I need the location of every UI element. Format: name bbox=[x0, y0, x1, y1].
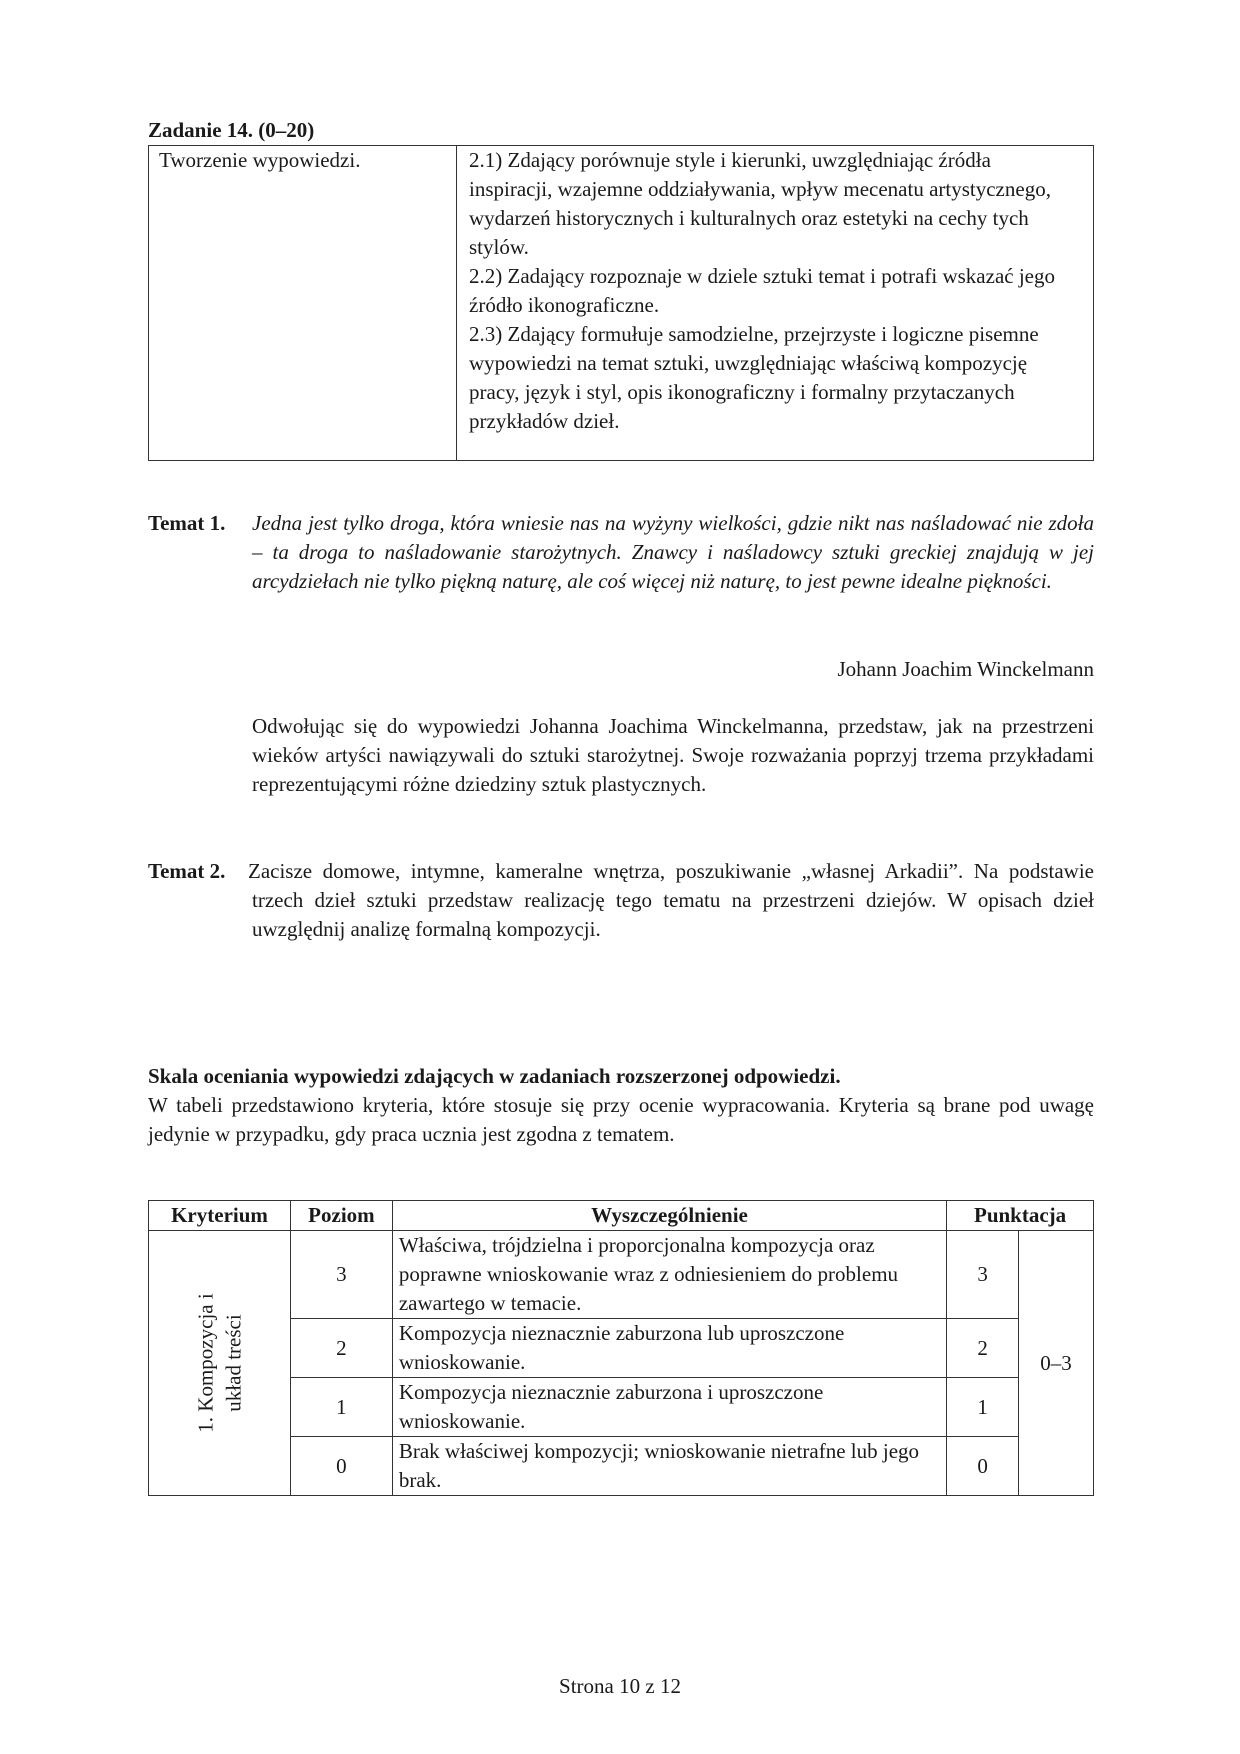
topic2-text: Zacisze domowe, intymne, kameralne wnętrza, poszukiwanie „własnej Arkadii”. Na podstawie trzech dzieł sztuki przedstaw realizację tego tematu na przestrzeni dziejów. W opisach dzieł uwzględnij analizę formalną kompozycji. bbox=[248, 859, 1094, 941]
topic1-instruction: Odwołując się do wypowiedzi Johanna Joachima Winckelmanna, przedstaw, jak na przestrzeni wieków artyści nawiązywali do sztuki starożytnej. Swoje rozważania poprzyj trzema przykładami reprezentującymi różne dziedziny sztuk plastycznych. bbox=[252, 714, 1094, 796]
criteria-table bbox=[148, 1200, 1094, 1496]
description-cell: Kompozycja nieznacznie zaburzona lub uproszczone wnioskowanie. bbox=[392, 1319, 946, 1378]
requirement-item: 2.2) Zadający rozpoznaje w dziele sztuki temat i potrafi wskazać jego źródło ikonograficzne. bbox=[469, 264, 1055, 317]
criterion-cell bbox=[149, 1231, 291, 1496]
page-number: Strona 10 z 12 bbox=[559, 1674, 681, 1698]
points-cell: 3 bbox=[947, 1231, 1019, 1319]
header-points: Punktacja bbox=[947, 1201, 1094, 1231]
topic1-label: Temat 1. bbox=[148, 511, 226, 535]
description-cell: Właściwa, trójdzielna i proporcjonalna kompozycja oraz poprawne wnioskowanie wraz z odniesieniem do problemu zawartego w temacie. bbox=[392, 1231, 946, 1319]
topic1-quote: Jedna jest tylko droga, która wniesie nas na wyżyny wielkości, gdzie nikt nas naśladować nie zdoła – ta droga to naśladowanie starożytnych. Znawcy i naśladowcy sztuki greckiej znajdują w jej arcydziełach nie tylko piękną naturę, ale coś więcej niż naturę, to jest pewne idealne piękności. bbox=[252, 511, 1094, 593]
skill-name: Tworzenie wypowiedzi. bbox=[149, 146, 457, 461]
topic1-author: Johann Joachim Winckelmann bbox=[837, 657, 1094, 681]
requirements-cell bbox=[457, 146, 1094, 461]
points-cell: 1 bbox=[947, 1378, 1019, 1437]
table-row bbox=[149, 1319, 1094, 1378]
header-criterion: Kryterium bbox=[149, 1201, 291, 1231]
table-row bbox=[149, 1437, 1094, 1496]
points-cell: 0 bbox=[947, 1437, 1019, 1496]
requirement-item: 2.1) Zdający porównuje style i kierunki, uwzględniając źródła inspiracji, wzajemne oddziaływania, wpływ mecenatu artystycznego, wydarzeń historycznych i kulturalnych oraz estetyki na cechy tych stylów. bbox=[469, 148, 1051, 259]
points-range: 0–3 bbox=[1019, 1231, 1094, 1496]
topic2-label: Temat 2. bbox=[148, 859, 226, 883]
description-cell: Brak właściwej kompozycji; wnioskowanie nietrafne lub jego brak. bbox=[392, 1437, 946, 1496]
requirement-item: 2.3) Zdający formułuje samodzielne, przejrzyste i logiczne pisemne wypowiedzi na temat sztuki, uwzględniając właściwą kompozycję pracy, język i styl, opis ikonograficzny i formalny przytaczanych przykładów dzieł. bbox=[469, 322, 1039, 433]
scale-heading: Skala oceniania wypowiedzi zdających w zadaniach rozszerzonej odpowiedzi. bbox=[148, 1064, 841, 1088]
level-cell: 1 bbox=[291, 1378, 393, 1437]
table-row bbox=[149, 1231, 1094, 1319]
header-description: Wyszczególnienie bbox=[392, 1201, 946, 1231]
level-cell: 3 bbox=[291, 1231, 393, 1319]
header-level: Poziom bbox=[291, 1201, 393, 1231]
topic2-text-wrap bbox=[148, 857, 1094, 944]
level-cell: 2 bbox=[291, 1319, 393, 1378]
description-cell: Kompozycja nieznacznie zaburzona i uproszczone wnioskowanie. bbox=[392, 1378, 946, 1437]
task-requirements-table bbox=[148, 145, 1094, 461]
task-title: Zadanie 14. (0–20) bbox=[148, 118, 315, 142]
table-row bbox=[149, 1378, 1094, 1437]
criterion-name: 1. Kompozycja i układ treści bbox=[193, 1293, 246, 1433]
points-cell: 2 bbox=[947, 1319, 1019, 1378]
scale-intro: W tabeli przedstawiono kryteria, które stosuje się przy ocenie wypracowania. Kryteria są brane pod uwagę jedynie w przypadku, gdy praca ucznia jest zgodna z tematem. bbox=[148, 1093, 1094, 1146]
level-cell: 0 bbox=[291, 1437, 393, 1496]
